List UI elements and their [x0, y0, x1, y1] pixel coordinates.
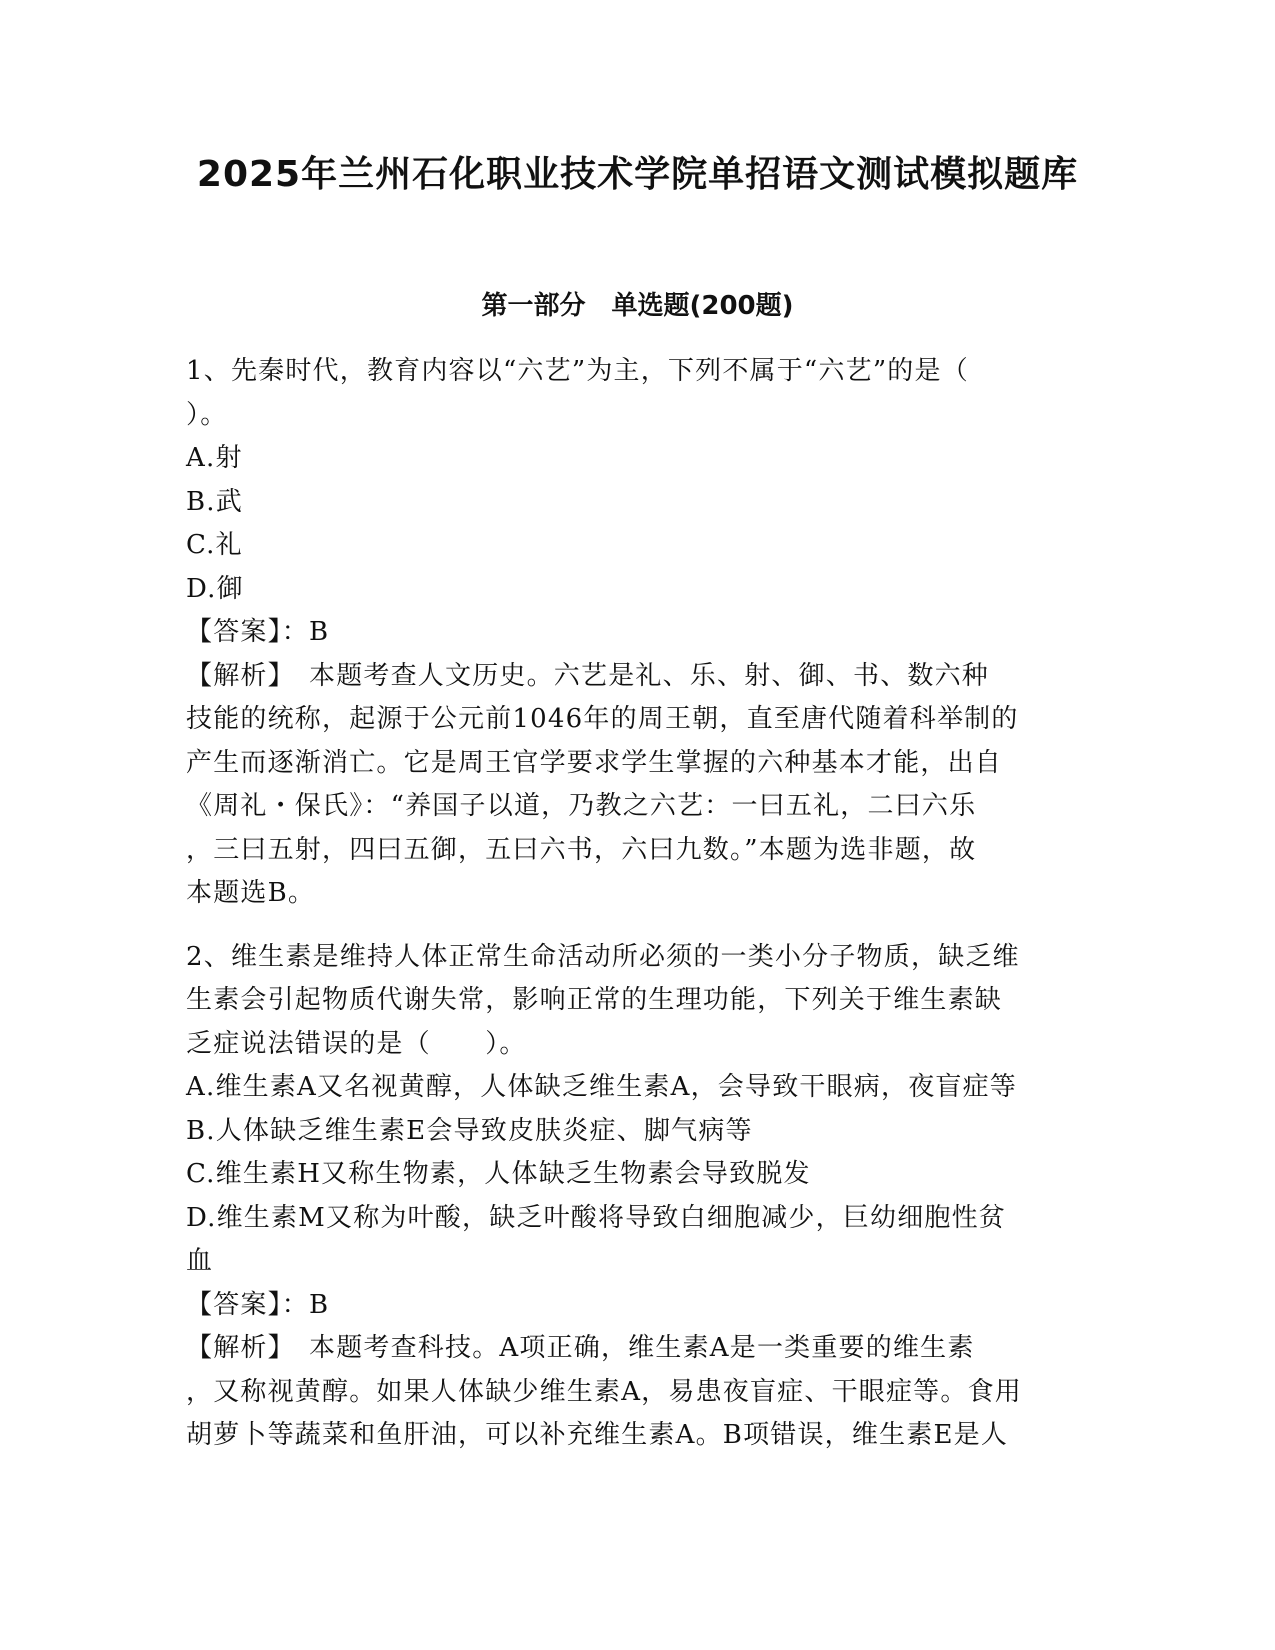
question-stem-line: 1、先秦时代，教育内容以“六艺”为主，下列不属于“六艺”的是（ — [186, 356, 969, 386]
question-list — [186, 350, 1086, 1478]
question-stem-line: 2、维生素是维持人体正常生命活动所必须的一类小分子物质，缺乏维 — [186, 941, 1020, 972]
analysis-line: 【解析】 本题考查人文历史。六艺是礼、乐、射、御、书、数六种 — [186, 660, 990, 691]
option-c: C.礼 — [186, 530, 243, 560]
analysis-line: 本题选B。 — [186, 878, 316, 908]
analysis-line: 《周礼・保氏》：“养国子以道，乃教之六艺：一曰五礼，二曰六乐 — [186, 791, 977, 821]
analysis-line: 技能的统称，起源于公元前1046年的周王朝，直至唐代随着科举制的 — [186, 704, 1019, 734]
section-title: 第一部分 单选题(200题) — [481, 291, 794, 321]
option-d: D.御 — [186, 573, 244, 604]
analysis-line: 胡萝卜等蔬菜和鱼肝油，可以补充维生素A。B项错误，维生素E是人 — [186, 1420, 1009, 1450]
option-d: D.维生素M又称为叶酸，缺乏叶酸将导致白细胞减少，巨幼细胞性贫 — [186, 1202, 1007, 1233]
analysis-line: ，三曰五射，四曰五御，五曰六书，六曰九数。”本题为选非题，故 — [186, 834, 977, 865]
option-d-continued: 血 — [186, 1246, 214, 1276]
analysis-line: 【解析】 本题考查科技。A项正确，维生素A是一类重要的维生素 — [186, 1333, 975, 1363]
option-c: C.维生素H又称生物素，人体缺乏生物素会导致脱发 — [186, 1159, 811, 1189]
question-stem-line: 乏症说法错误的是（ ）。 — [186, 1028, 527, 1059]
option-b: B.人体缺乏维生素E会导致皮肤炎症、脚气病等 — [186, 1115, 753, 1146]
question-2 — [186, 936, 1086, 1458]
answer-line: 【答案】：B — [186, 617, 330, 647]
analysis-line: ，又称视黄醇。如果人体缺少维生素A，易患夜盲症、干眼症等。食用 — [186, 1376, 1022, 1407]
analysis-line: 产生而逐渐消亡。它是周王官学要求学生掌握的六种基本才能，出自 — [186, 747, 1003, 778]
option-b: B.武 — [186, 486, 243, 517]
answer-line: 【答案】：B — [186, 1289, 330, 1320]
document-title: 2025年兰州石化职业技术学院单招语文测试模拟题库 — [196, 154, 1079, 195]
question-1 — [186, 350, 1086, 916]
question-stem-line: ）。 — [186, 399, 228, 430]
option-a: A.射 — [186, 443, 243, 473]
question-stem-line: 生素会引起物质代谢失常，影响正常的生理功能，下列关于维生素缺 — [186, 985, 1003, 1015]
option-a: A.维生素A又名视黄醇，人体缺乏维生素A，会导致干眼病，夜盲症等 — [186, 1072, 1017, 1102]
